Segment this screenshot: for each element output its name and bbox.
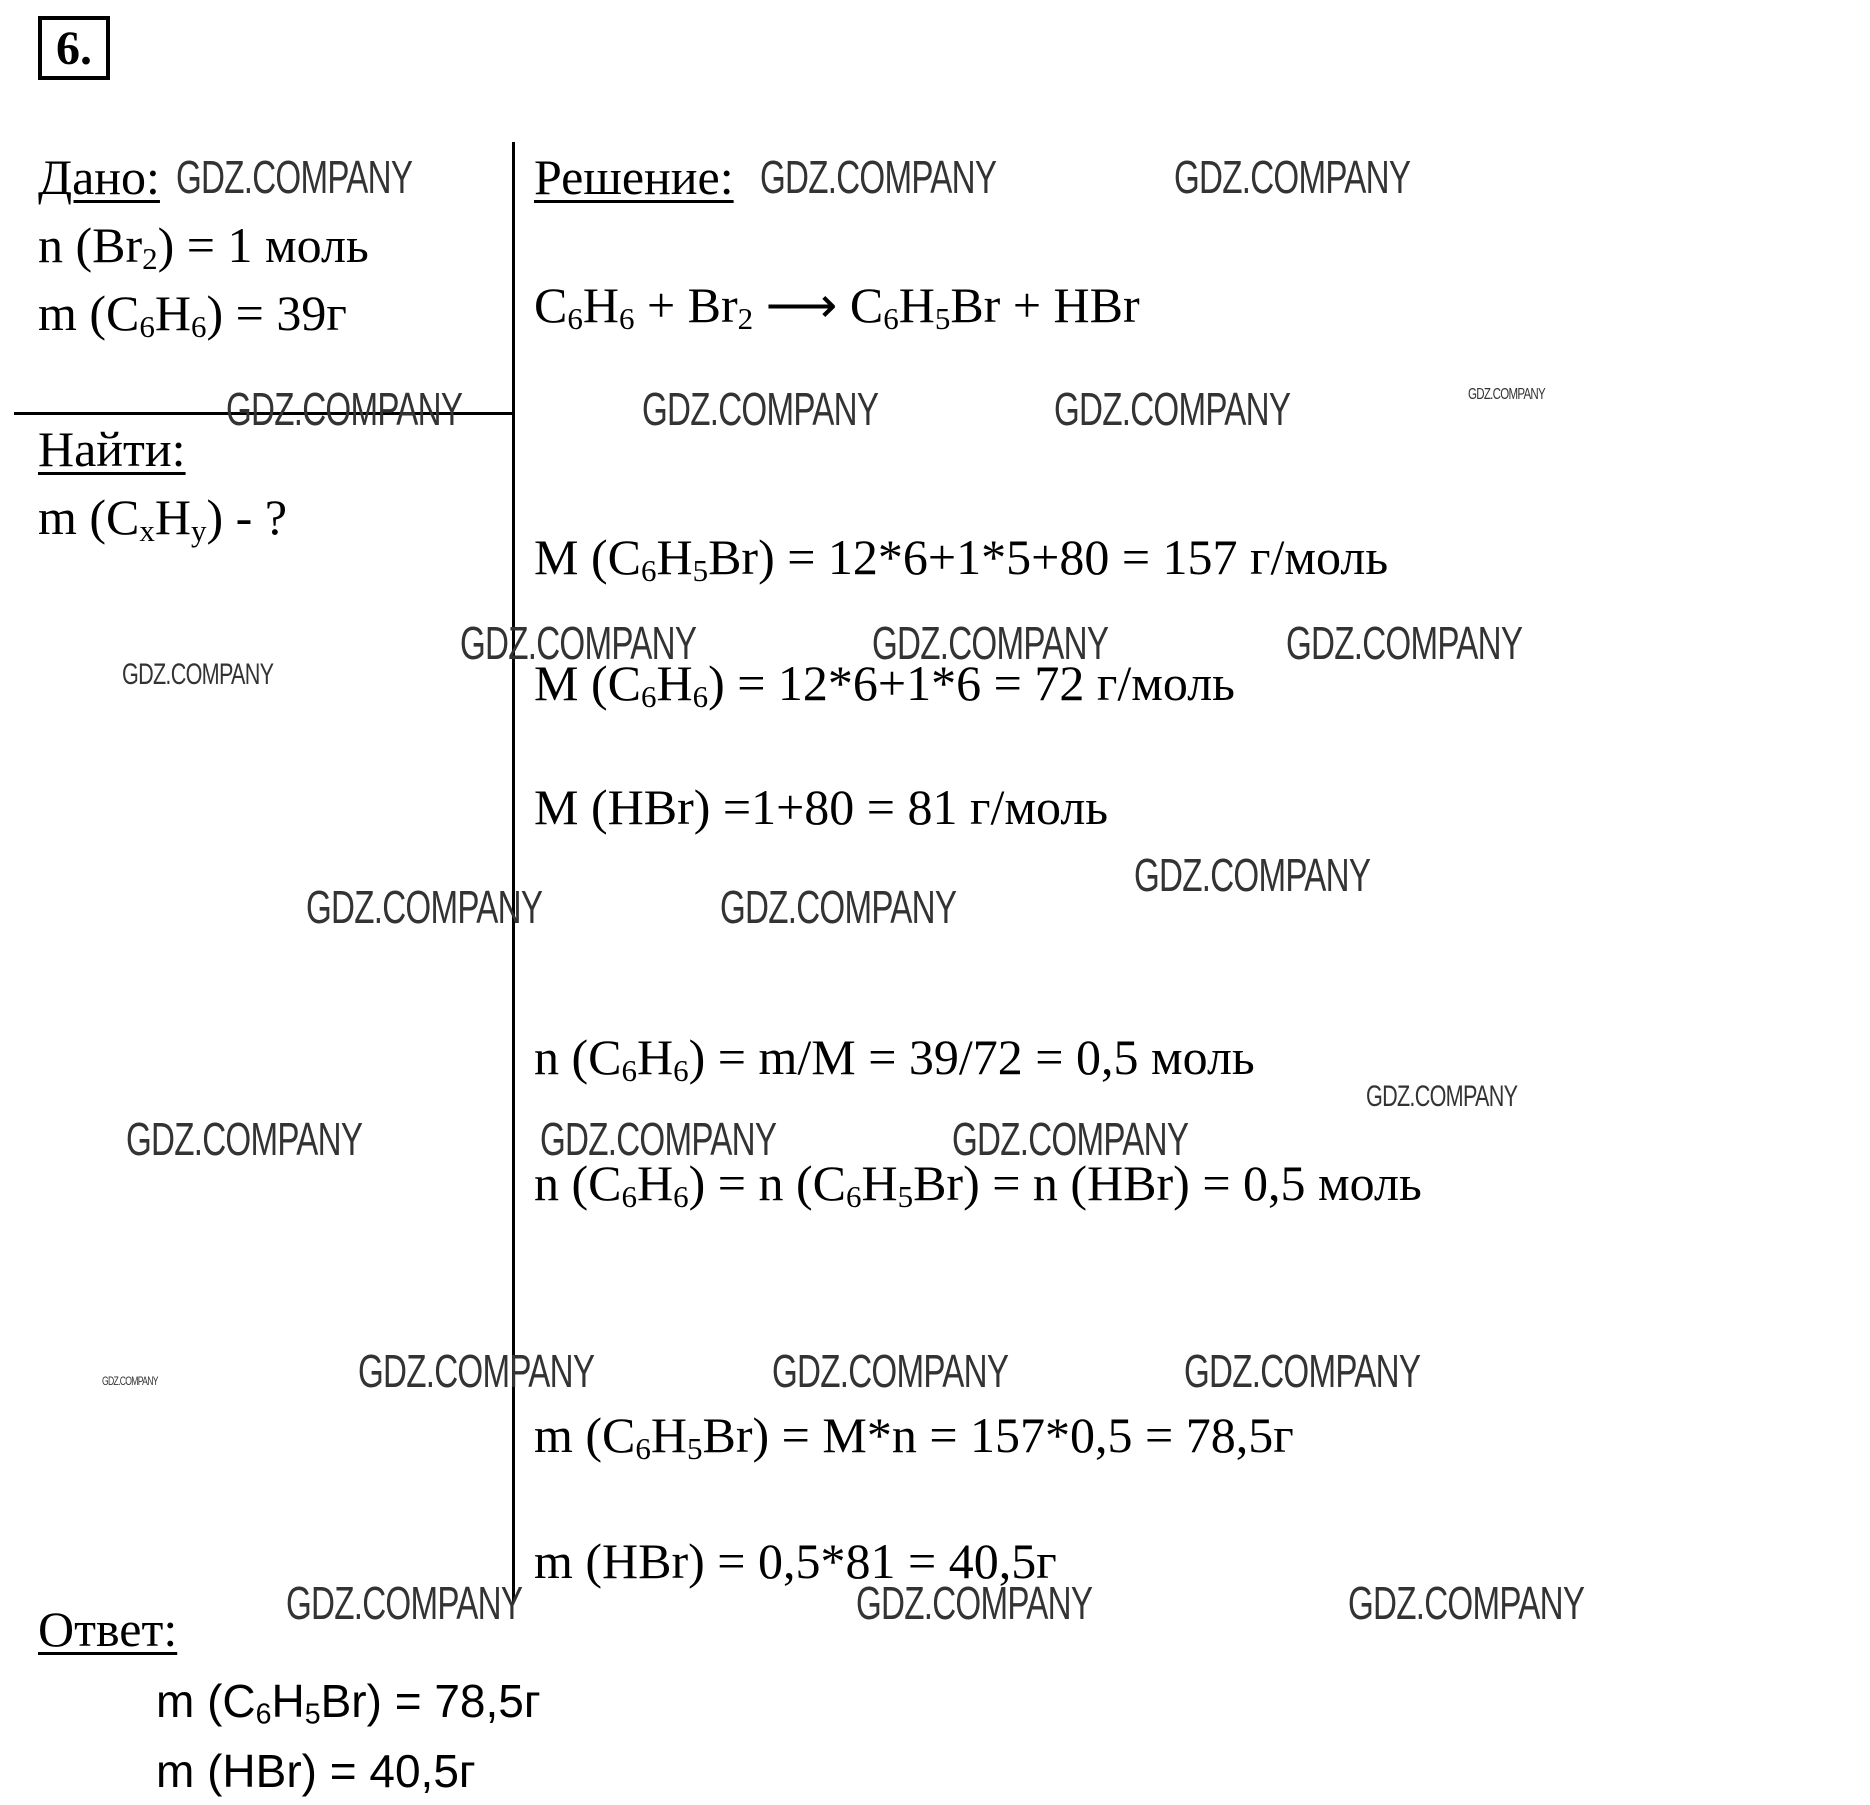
watermark: GDZ.COMPANY — [1174, 151, 1411, 203]
watermark: GDZ.COMPANY — [1184, 1345, 1421, 1397]
watermark: GDZ.COMPANY — [540, 1113, 777, 1165]
watermark: GDZ.COMPANY — [306, 881, 543, 933]
watermark: GDZ.COMPANY — [1286, 617, 1523, 669]
mass-c6h5br: m $(C_6H_5Br) = M*n = 157*0,5 = 78,5г$ — [534, 1407, 1294, 1466]
amount-c6h6: n $(C_6H_6) = m/M = 39/72 = 0,5$ моль — [534, 1029, 1255, 1088]
answer-heading: Ответ: — [38, 1601, 178, 1657]
watermark: GDZ.COMPANY — [102, 1374, 158, 1388]
watermark: GDZ.COMPANY — [176, 151, 413, 203]
answer-line-1: m $(C_6H_5Br) = 78,5г$ — [156, 1675, 541, 1731]
watermark: GDZ.COMPANY — [1348, 1577, 1585, 1629]
watermark: GDZ.COMPANY — [460, 617, 697, 669]
answer-line-2: m (HBr) = 40,5г — [156, 1745, 476, 1797]
watermark: GDZ.COMPANY — [856, 1577, 1093, 1629]
watermark: GDZ.COMPANY — [226, 383, 463, 435]
find-line: m $(C_xH_y)$ - ? — [38, 489, 288, 548]
watermark: GDZ.COMPANY — [1366, 1080, 1518, 1113]
watermark: GDZ.COMPANY — [126, 1113, 363, 1165]
watermark: GDZ.COMPANY — [720, 881, 957, 933]
mass-hbr: m (HBr) = 0,5*81 = 40,5г — [534, 1533, 1057, 1589]
molar-mass-hbr: M (HBr) =1+80 = 81 г/моль — [534, 779, 1109, 835]
watermark: GDZ.COMPANY — [122, 658, 274, 691]
watermark: GDZ.COMPANY — [952, 1113, 1189, 1165]
watermark: GDZ.COMPANY — [1054, 383, 1291, 435]
given-heading: Дано: — [38, 149, 160, 205]
watermark: GDZ.COMPANY — [1468, 386, 1545, 403]
molar-mass-c6h5br: M $(C_6H_5Br) = 12*6+1*5+80 = 157$ г/моль — [534, 529, 1389, 588]
watermark: GDZ.COMPANY — [286, 1577, 523, 1629]
watermark: GDZ.COMPANY — [772, 1345, 1009, 1397]
reaction-equation: $C_6H_6 + Br_2$ ⟶ $C_6H_5Br$ + HBr — [534, 277, 1140, 336]
watermark: GDZ.COMPANY — [1134, 849, 1371, 901]
find-heading: Найти: — [38, 421, 186, 477]
molar-mass-c6h6: M $(C_6H_6) = 12*6+1*6 = 72$ г/моль — [534, 655, 1235, 714]
watermark: GDZ.COMPANY — [642, 383, 879, 435]
watermark: GDZ.COMPANY — [872, 617, 1109, 669]
watermark: GDZ.COMPANY — [358, 1345, 595, 1397]
watermark: GDZ.COMPANY — [760, 151, 997, 203]
given-m-c6h6: m $(C_6H_6) = 39г$ — [38, 285, 347, 344]
solution-heading: Решение: — [534, 149, 734, 205]
given-n-br2: n $(Br_2) = 1$ моль — [38, 217, 369, 276]
amount-equality: n $(C_6H_6) = n$ $(C_6H_5Br) = n$ (HBr) = 0,5 моль — [534, 1155, 1422, 1214]
task-number: 6. — [38, 16, 110, 80]
